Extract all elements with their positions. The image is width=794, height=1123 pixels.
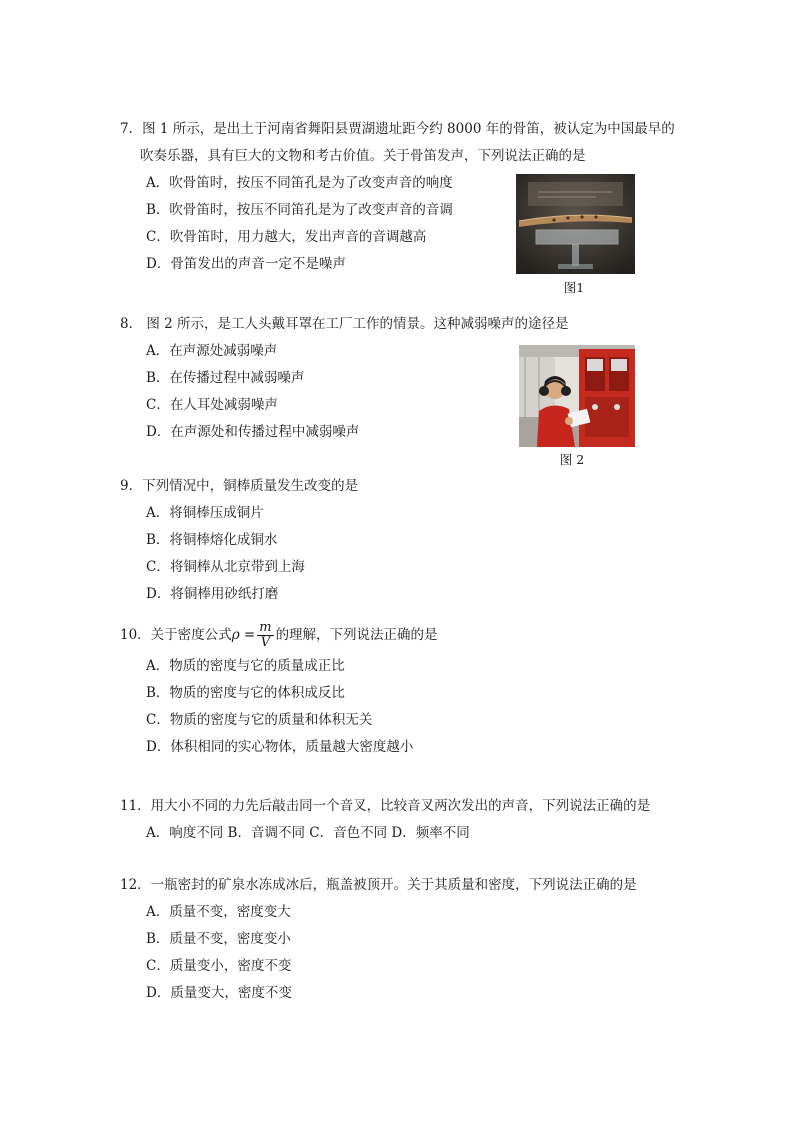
question-8-option-b: B．在传播过程中减弱噪声: [146, 370, 305, 386]
question-12-option-c: C．质量变小，密度不变: [146, 958, 292, 974]
question-7-stem-line1: 7．图 1 所示，是出土于河南省舞阳县贾湖遗址距今约 8000 年的骨笛，被认定为中国最早的: [120, 121, 675, 137]
question-7-stem-line2: 吹奏乐器，具有巨大的文物和考古价值。关于骨笛发声，下列说法正确的是: [140, 148, 586, 164]
question-8-stem: 8． 图 2 所示，是工人头戴耳罩在工厂工作的情景。这种减弱噪声的途径是: [120, 316, 569, 332]
figure-2-caption: 图 2: [559, 452, 585, 467]
figure-1-caption: 图1: [563, 280, 585, 295]
density-formula-fraction: [257, 621, 273, 650]
question-10: [120, 617, 680, 761]
question-8-option-d: D．在声源处和传播过程中减弱噪声: [146, 424, 360, 440]
question-12: [120, 872, 680, 1007]
question-7-option-a: A．吹骨笛时，按压不同笛孔是为了改变声音的响度: [146, 175, 453, 191]
question-10-option-a: A．物质的密度与它的质量成正比: [146, 658, 345, 674]
question-9-option-d: D．将铜棒用砂纸打磨: [146, 586, 279, 602]
question-11-options: A．响度不同 B．音调不同 C．音色不同 D．频率不同: [146, 825, 470, 841]
density-formula-denominator: V: [260, 635, 271, 650]
question-8-option-a: A．在声源处减弱噪声: [146, 343, 278, 359]
figure-2-factory-worker-photo: [519, 345, 635, 447]
figure-1-bone-flute-photo: [516, 174, 635, 274]
density-formula-numerator: m: [259, 620, 272, 635]
question-8-option-c: C．在人耳处减弱噪声: [146, 397, 278, 413]
question-12-option-b: B．质量不变，密度变小: [146, 931, 291, 947]
question-10-option-b: B．物质的密度与它的体积成反比: [146, 685, 345, 701]
question-10-stem-prefix: 10．关于密度公式: [120, 627, 232, 643]
question-9: [120, 473, 680, 608]
question-9-stem: 9．下列情况中，铜棒质量发生改变的是: [120, 478, 359, 494]
density-formula-rho: ρ =: [231, 627, 256, 643]
question-12-option-a: A．质量不变，密度变大: [146, 904, 291, 920]
question-10-stem-suffix: 的理解，下列说法正确的是: [275, 627, 438, 643]
question-10-option-d: D．体积相同的实心物体，质量越大密度越小: [146, 739, 414, 755]
question-10-stem: [120, 617, 680, 653]
question-7-option-c: C．吹骨笛时，用力越大，发出声音的音调越高: [146, 229, 427, 245]
question-9-option-b: B．将铜棒熔化成铜水: [146, 532, 278, 548]
question-11-stem: 11．用大小不同的力先后敲击同一个音叉，比较音叉两次发出的声音，下列说法正确的是: [120, 798, 651, 814]
question-11: [120, 793, 680, 847]
question-7-option-b: B．吹骨笛时，按压不同笛孔是为了改变声音的音调: [146, 202, 453, 218]
question-9-option-a: A．将铜棒压成铜片: [146, 505, 264, 521]
question-12-option-d: D．质量变大，密度不变: [146, 985, 292, 1001]
question-12-stem: 12．一瓶密封的矿泉水冻成冰后，瓶盖被顶开。关于其质量和密度，下列说法正确的是: [120, 877, 637, 893]
question-7-option-d: D．骨笛发出的声音一定不是噪声: [146, 256, 346, 272]
question-9-option-c: C．将铜棒从北京带到上海: [146, 559, 305, 575]
question-10-option-c: C．物质的密度与它的质量和体积无关: [146, 712, 373, 728]
